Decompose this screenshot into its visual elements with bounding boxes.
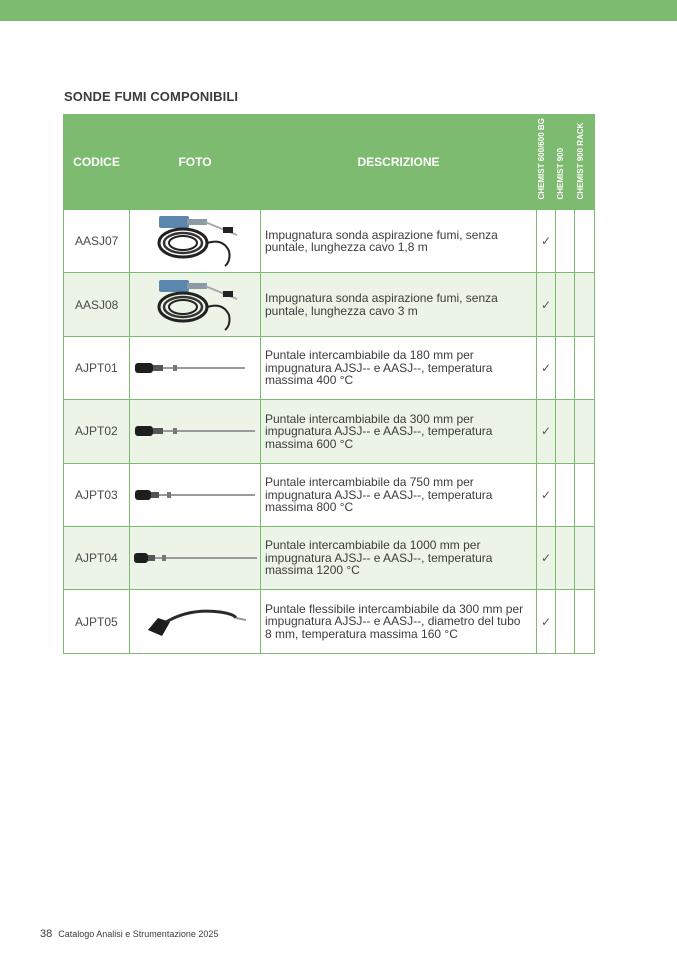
product-photo <box>130 463 261 526</box>
flexible-probe-tip-icon <box>140 602 250 642</box>
header-photo: FOTO <box>130 115 261 210</box>
product-code: AJPT03 <box>64 463 130 526</box>
product-description: Puntale intercambiabile da 180 mm per impugnatura AJSJ-- e AASJ--, temperatura massima 400 °C <box>261 336 537 399</box>
probe-handle-coiled-cable-icon <box>145 277 245 333</box>
catalog-title: Catalogo Analisi e Strumentazione 2025 <box>58 929 219 939</box>
table-row <box>64 526 595 589</box>
check-chemist-900 <box>556 400 575 463</box>
check-chemist-600: ✓ <box>537 210 556 273</box>
probe-tip-750-icon <box>133 485 257 505</box>
check-chemist-900 <box>556 463 575 526</box>
product-description: Puntale flessibile intercambiabile da 300 mm per impugnatura AJSJ-- e AASJ--, diametro del tubo 8 mm, temperatura massima 160 °C <box>261 590 537 653</box>
check-chemist-600: ✓ <box>537 336 556 399</box>
header-code: CODICE <box>64 115 130 210</box>
product-photo <box>130 590 261 653</box>
product-description: Puntale intercambiabile da 300 mm per impugnatura AJSJ-- e AASJ--, temperatura massima 600 °C <box>261 400 537 463</box>
check-chemist-600: ✓ <box>537 463 556 526</box>
product-code: AJPT05 <box>64 590 130 653</box>
header-chemist-600: CHEMIST 600/600 BG <box>537 115 556 210</box>
product-code: AASJ08 <box>64 273 130 336</box>
probe-tip-180-icon <box>133 358 257 378</box>
product-description: Puntale intercambiabile da 750 mm per impugnatura AJSJ-- e AASJ--, temperatura massima 800 °C <box>261 463 537 526</box>
table-row <box>64 336 595 399</box>
check-chemist-900-rack <box>575 526 595 589</box>
product-code: AJPT01 <box>64 336 130 399</box>
check-chemist-900 <box>556 590 575 653</box>
product-photo <box>130 336 261 399</box>
probe-tip-300-icon <box>133 421 257 441</box>
page-number: 38 <box>40 928 53 940</box>
product-code: AASJ07 <box>64 210 130 273</box>
probe-handle-coiled-cable-icon <box>145 213 245 269</box>
check-chemist-600: ✓ <box>537 400 556 463</box>
product-photo <box>130 273 261 336</box>
table-row <box>64 590 595 653</box>
check-chemist-900-rack <box>575 400 595 463</box>
check-chemist-900-rack <box>575 273 595 336</box>
check-chemist-900 <box>556 336 575 399</box>
product-photo <box>130 400 261 463</box>
check-chemist-900-rack <box>575 210 595 273</box>
header-description: DESCRIZIONE <box>261 115 537 210</box>
table-header-row <box>64 115 595 210</box>
check-chemist-900 <box>556 526 575 589</box>
check-chemist-900 <box>556 210 575 273</box>
table-row <box>64 463 595 526</box>
check-chemist-900 <box>556 273 575 336</box>
product-description: Impugnatura sonda aspirazione fumi, senza puntale, lunghezza cavo 1,8 m <box>261 210 537 273</box>
table-row <box>64 400 595 463</box>
product-code: AJPT02 <box>64 400 130 463</box>
top-color-band <box>0 0 677 21</box>
section-title: SONDE FUMI COMPONIBILI <box>64 89 239 104</box>
probe-tip-1000-icon <box>132 548 258 568</box>
product-description: Impugnatura sonda aspirazione fumi, senza puntale, lunghezza cavo 3 m <box>261 273 537 336</box>
check-chemist-900-rack <box>575 336 595 399</box>
check-chemist-600: ✓ <box>537 273 556 336</box>
product-photo <box>130 210 261 273</box>
header-chemist-900: CHEMIST 900 <box>556 115 575 210</box>
product-description: Puntale intercambiabile da 1000 mm per impugnatura AJSJ-- e AASJ--, temperatura massima 1200 °C <box>261 526 537 589</box>
check-chemist-600: ✓ <box>537 590 556 653</box>
header-chemist-900-rack: CHEMIST 900 RACK <box>575 115 595 210</box>
product-table <box>63 114 595 654</box>
product-code: AJPT04 <box>64 526 130 589</box>
check-chemist-900-rack <box>575 590 595 653</box>
product-photo <box>130 526 261 589</box>
check-chemist-600: ✓ <box>537 526 556 589</box>
table-row <box>64 210 595 273</box>
page-footer <box>40 928 218 940</box>
check-chemist-900-rack <box>575 463 595 526</box>
table-row <box>64 273 595 336</box>
